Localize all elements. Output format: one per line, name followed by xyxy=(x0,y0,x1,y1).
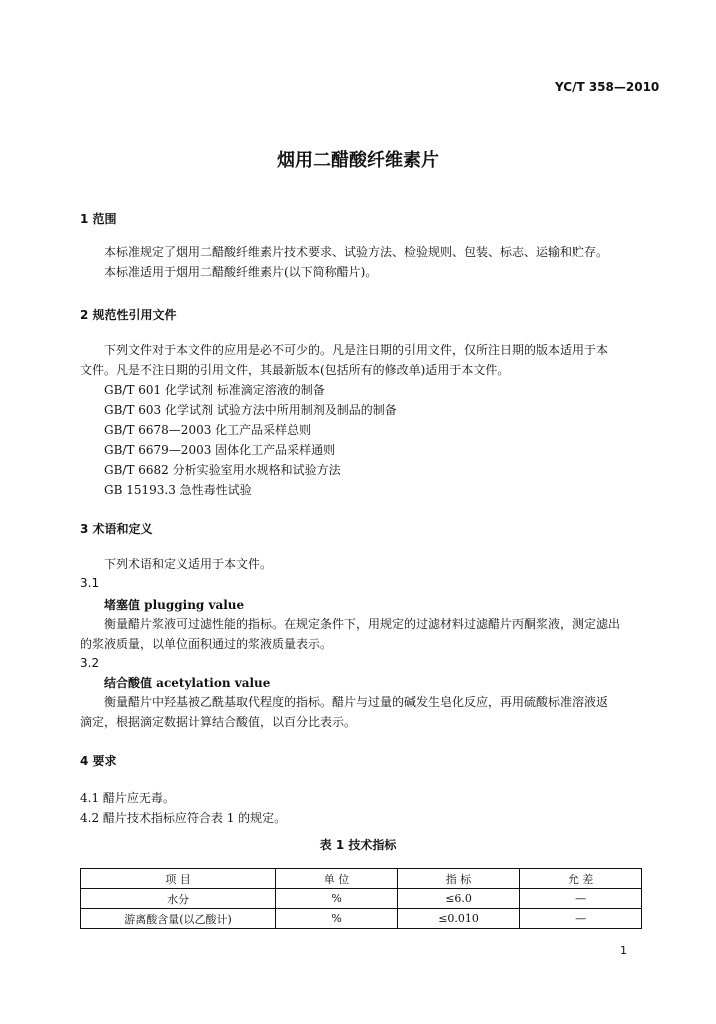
requirement-4-2: 4.2 醋片技术指标应符合表 1 的规定。 xyxy=(80,811,287,825)
standard-number: YC/T 358—2010 xyxy=(555,80,660,94)
reference-item: GB/T 6682 分析实验室用水规格和试验方法 xyxy=(104,463,341,477)
term-1-number: 3.1 xyxy=(80,576,100,590)
table-row xyxy=(81,909,642,929)
document-title: 烟用二醋酸纤维素片 xyxy=(277,150,439,171)
table-cell: ≤0.010 xyxy=(397,909,519,929)
column-header: 单 位 xyxy=(276,869,398,889)
section-2-paragraph-line-2: 文件。凡是不注日期的引用文件，其最新版本(包括所有的修改单)适用于本文件。 xyxy=(80,363,510,377)
reference-item: GB/T 6678—2003 化工产品采样总则 xyxy=(104,423,312,437)
reference-item: GB/T 6679—2003 固体化工产品采样通则 xyxy=(104,443,336,457)
term-1-definition-line-2: 的浆液质量，以单位面积通过的浆液质量表示。 xyxy=(80,637,333,651)
term-2-name: 结合酸值 acetylation value xyxy=(104,676,271,690)
term-2-definition-line-1: 衡量醋片中羟基被乙酰基取代程度的指标。醋片与过量的碱发生皂化反应，再用硫酸标准溶液返 xyxy=(104,695,609,709)
section-1-paragraph-1: 本标准规定了烟用二醋酸纤维素片技术要求、试验方法、检验规则、包装、标志、运输和贮存。 xyxy=(104,245,609,259)
table-cell: 游离酸含量(以乙酸计) xyxy=(81,909,276,929)
table-cell: 水分 xyxy=(81,889,276,909)
reference-item: GB/T 601 化学试剂 标准滴定溶液的制备 xyxy=(104,383,325,397)
table-row xyxy=(81,889,642,909)
term-2-definition-line-2: 滴定，根据滴定数据计算结合酸值，以百分比表示。 xyxy=(80,715,357,729)
section-1-heading: 1 范围 xyxy=(80,212,117,226)
page-number: 1 xyxy=(620,944,627,957)
table-cell: — xyxy=(520,909,642,929)
term-1-name: 堵塞值 plugging value xyxy=(104,598,245,612)
section-3-heading: 3 术语和定义 xyxy=(80,522,153,536)
table-cell: ≤6.0 xyxy=(397,889,519,909)
section-3-intro: 下列术语和定义适用于本文件。 xyxy=(104,557,273,571)
table-cell: % xyxy=(276,889,398,909)
section-2-heading: 2 规范性引用文件 xyxy=(80,308,177,322)
section-2-paragraph-line-1: 下列文件对于本文件的应用是必不可少的。凡是注日期的引用文件，仅所注日期的版本适用于本 xyxy=(104,343,609,357)
term-1-definition-line-1: 衡量醋片浆液可过滤性能的指标。在规定条件下，用规定的过滤材料过滤醋片丙酮浆液，测定滤出 xyxy=(104,617,621,631)
reference-item: GB 15193.3 急性毒性试验 xyxy=(104,483,252,497)
table-cell: % xyxy=(276,909,398,929)
term-2-number: 3.2 xyxy=(80,656,100,670)
table-cell: — xyxy=(520,889,642,909)
section-1-paragraph-2: 本标准适用于烟用二醋酸纤维素片(以下简称醋片)。 xyxy=(104,265,378,279)
column-header: 允 差 xyxy=(520,869,642,889)
column-header: 项 目 xyxy=(81,869,276,889)
reference-item: GB/T 603 化学试剂 试验方法中所用制剂及制品的制备 xyxy=(104,403,397,417)
section-4-heading: 4 要求 xyxy=(80,754,117,768)
table-caption: 表 1 技术指标 xyxy=(319,838,397,852)
technical-indicators-table xyxy=(80,868,642,929)
requirement-4-1: 4.1 醋片应无毒。 xyxy=(80,791,175,805)
column-header: 指 标 xyxy=(397,869,519,889)
table-header-row xyxy=(81,869,642,889)
